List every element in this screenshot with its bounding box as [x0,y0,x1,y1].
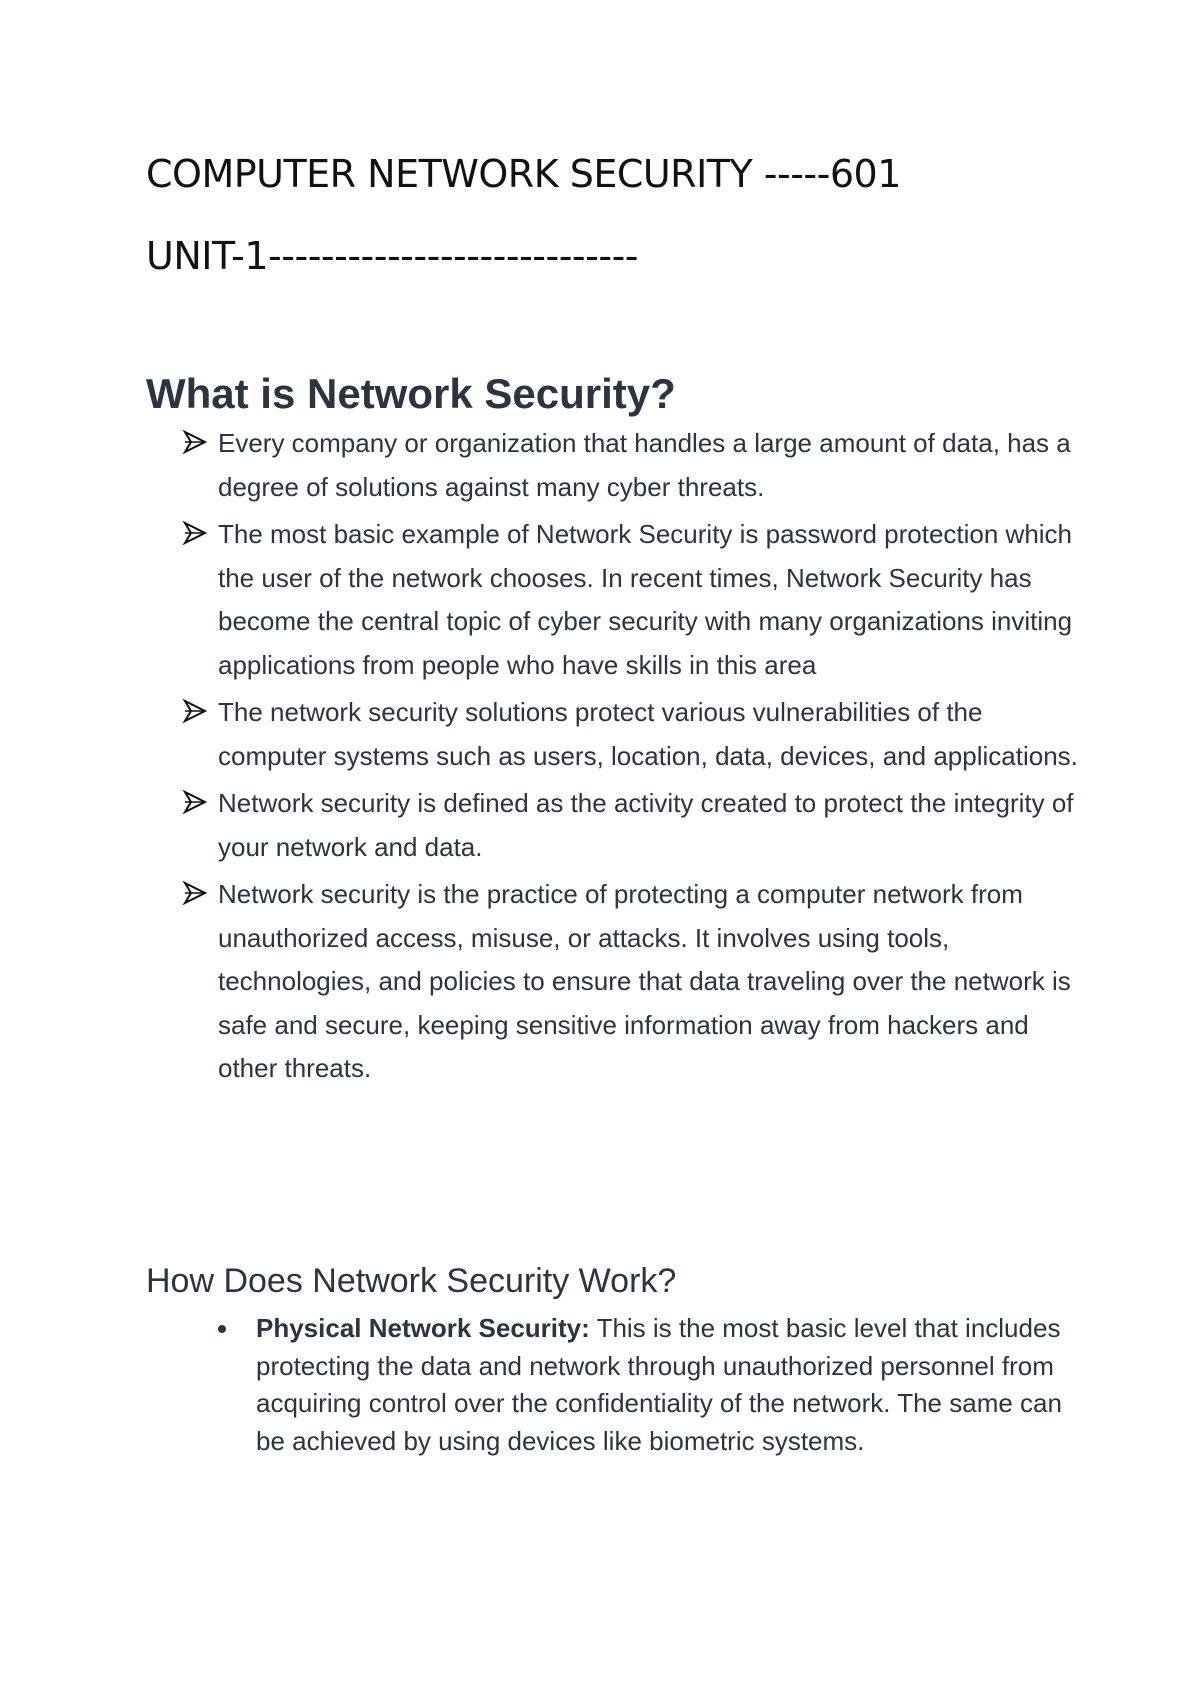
unit-title: UNIT-1---------------------------- [146,234,638,278]
list-item [182,691,1082,778]
section1-bullet-list [182,422,1082,1095]
list-item-text: This is the most basic level that includes protecting the data and network through unauthorized personnel from acquiring control over the confidentiality of the network. The same can be achieved by using devices like biometric systems. [256,1313,1062,1456]
list-item-text: Network security is the practice of protecting a computer network from unauthorized access, misuse, or attacks. It involves using tools, technologies, and policies to ensure that data traveling over the network is safe and secure, keeping sensitive information away from hackers and other threats. [218,879,1071,1083]
list-item-text: Every company or organization that handles a large amount of data, has a degree of solutions against many cyber threats. [218,428,1071,502]
dot-bullet-icon [218,1325,226,1333]
section-heading-what-is-network-security: What is Network Security? [146,370,676,417]
list-item [182,513,1082,687]
list-item [182,873,1082,1091]
section2-bullet-list [218,1310,1078,1460]
list-item [182,782,1082,869]
list-item [182,422,1082,509]
list-item-text: The network security solutions protect various vulnerabilities of the computer systems such as users, location, data, devices, and applications. [218,697,1078,771]
course-title: COMPUTER NETWORK SECURITY -----601 [146,152,901,196]
section-heading-how-does-network-security-work: How Does Network Security Work? [146,1262,677,1300]
list-item-text: The most basic example of Network Security is password protection which the user of the network chooses. In recent times, Network Security has become the central topic of cyber security with many organizations inviting applications from people who have skills in this area [218,519,1073,680]
arrow-bullet-icon [182,880,208,906]
arrow-bullet-icon [182,429,208,455]
list-item-term: Physical Network Security: [256,1313,590,1343]
arrow-bullet-icon [182,789,208,815]
list-item [218,1310,1078,1460]
arrow-bullet-icon [182,520,208,546]
list-item-text: Network security is defined as the activity created to protect the integrity of your network and data. [218,788,1074,862]
arrow-bullet-icon [182,698,208,724]
